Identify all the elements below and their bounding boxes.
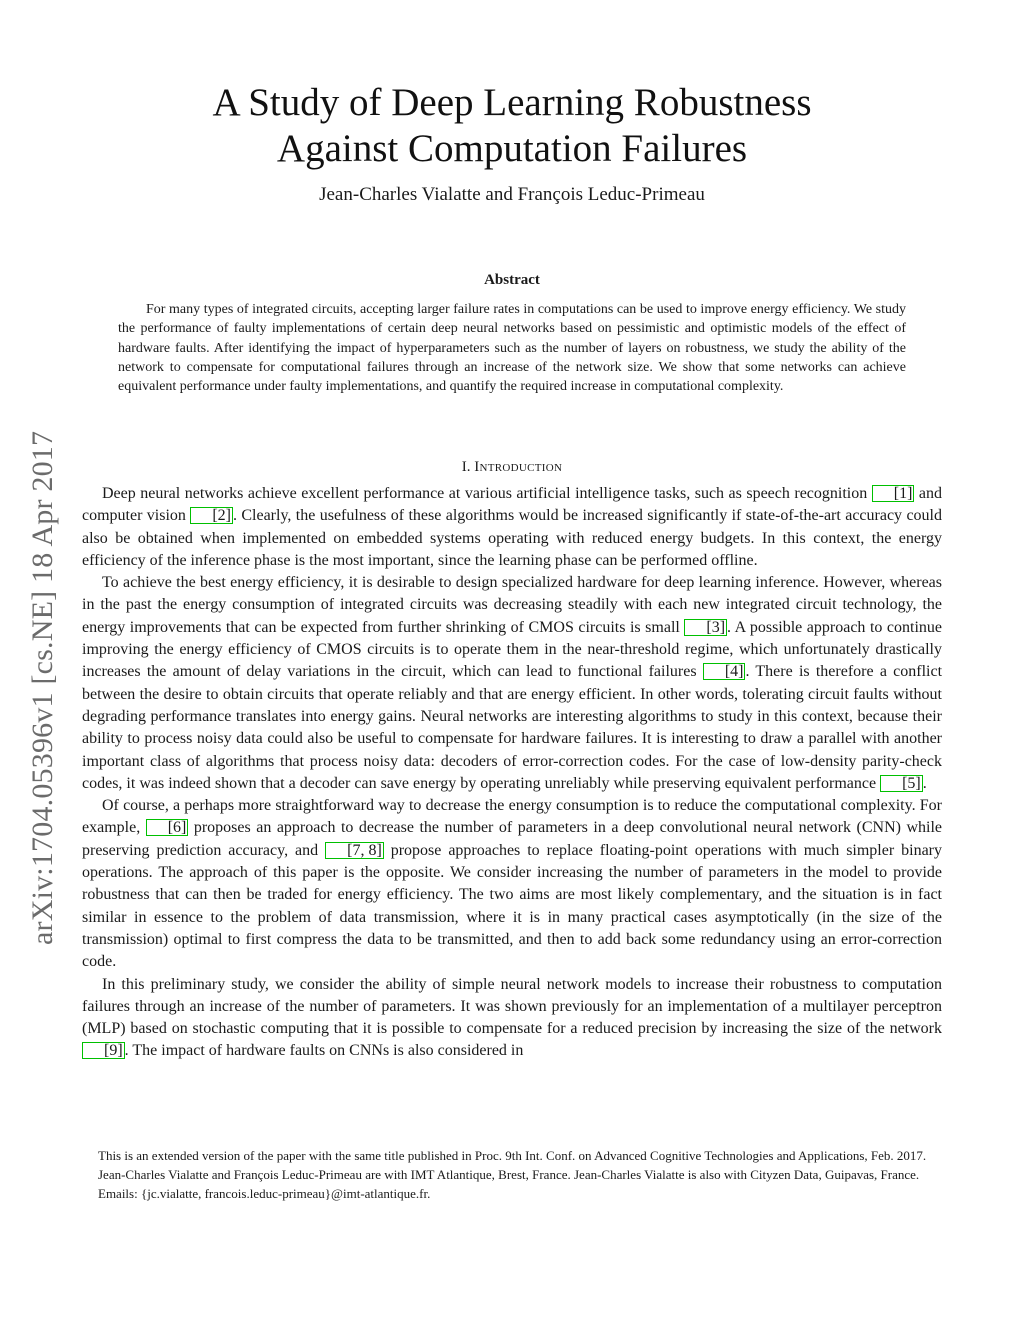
citation-link[interactable]: [1] (872, 485, 915, 502)
paragraph-3 (82, 795, 942, 973)
section-heading (82, 457, 942, 477)
paragraph-2 (82, 572, 942, 795)
footnote-2: Jean-Charles Vialatte and François Leduc-Primeau are with IMT Atlantique, Brest, France. Jean-Charles Vialatte is also with Cityzen Data, Guipavas, France. (98, 1167, 920, 1182)
section-title: Introduction (474, 459, 563, 475)
footnote-3: Emails: {jc.vialatte, francois.leduc-primeau}@imt-atlantique.fr. (98, 1186, 431, 1201)
author-list: Jean-Charles Vialatte and François Leduc-Primeau (319, 184, 705, 205)
footnote-1: This is an extended version of the paper with the same title published in Proc. 9th Int. Conf. on Advanced Cognitive Technologies and Applications, Feb. 2017. (98, 1148, 927, 1163)
citation-link[interactable]: [2] (190, 507, 233, 524)
title-line-2: Against Computation Failures (276, 127, 748, 170)
introduction-body (82, 483, 942, 1063)
footnotes (82, 1147, 942, 1204)
paragraph-text: propose approaches to replace floating-point operations with much simpler binary operations. The approach of this paper is the opposite. We consider increasing the number of parameters in the model to provide robustness that can then be traded for energy efficiency. The two aims are most likely complementary, and the situation is in fact similar in essence to the problem of data transmission, where it is in many practical cases asymptotically (in the size of the transmission) optimal to first compress the data to be transmitted, and then to add back some redundancy using an error-correction code. (82, 841, 943, 971)
paragraph-text: . There is therefore a conflict between the desire to obtain circuits that operate reliably and that are energy efficient. In other words, tolerating circuit faults without degrading performance translates into energy gains. Neural networks are interesting algorithms to study in this context, because their ability to process noisy data could also be useful to compensate for hardware failures. It is interesting to draw a parallel with another important class of algorithms that process noisy data: decoders of error-correction codes. For the case of low-density parity-check codes, it was indeed shown that a decoder can save energy by operating unreliably while preserving equivalent performance (82, 663, 943, 792)
citation-link[interactable]: [9] (82, 1042, 125, 1059)
paragraph-text: . A possible approach to continue improving the energy efficiency of CMOS circuits is to operate them in the near-threshold regime, which unfortunately drastically increases the amount of delay variations in the circuit, which can lead to functional failures (82, 618, 943, 681)
paragraph-text: . The impact of hardware faults on CNNs is also considered in (124, 1042, 524, 1060)
title-line-1: A Study of Deep Learning Robustness (212, 81, 812, 124)
citation-link[interactable]: [3] (684, 619, 727, 636)
paragraph-text: Of course, a perhaps more straightforward way to decrease the energy consumption is to reduce the computational complexity. For example, (82, 797, 942, 837)
citation-link[interactable]: [5] (880, 775, 923, 792)
section-number: I. (461, 459, 475, 475)
paragraph-1 (82, 483, 942, 572)
citation-link[interactable]: [7, 8] (325, 842, 384, 859)
paragraph-text: . (922, 774, 927, 792)
paragraph-4 (82, 974, 942, 1063)
paragraph-text: Deep neural networks achieve excellent performance at various artificial intelligence tasks, such as speech recognition (102, 485, 872, 502)
abstract-heading: Abstract (484, 272, 540, 288)
paragraph-text: To achieve the best energy efficiency, it is desirable to design specialized hardware for deep learning inference. However, whereas in the past the energy consumption of integrated circuits was decreasing steadily with each new integrated circuit technology, the energy improvements that can be expected from further shrinking of CMOS circuits is small (82, 574, 942, 636)
abstract-text: For many types of integrated circuits, accepting larger failure rates in computations can be used to improve energy efficiency. We study the performance of faulty implementations of certain deep neural networks based on pessimistic and optimistic models of the effect of hardware faults. After identifying the impact of hyperparameters such as the number of layers on robustness, we study the ability of the network to compensate for computational failures through an increase of the network size. We show that some networks can achieve equivalent performance under faulty implementations, and quantify the required increase in computational complexity. (118, 302, 906, 395)
paragraph-text: proposes an approach to decrease the number of parameters in a deep convolutional neural network (CNN) while preserving prediction accuracy, and (82, 819, 942, 859)
paragraph-text: and computer vision (82, 485, 943, 525)
citation-link[interactable]: [4] (703, 663, 746, 680)
citation-link[interactable]: [6] (146, 819, 189, 836)
paragraph-text: In this preliminary study, we consider the ability of simple neural network models to increase their robustness to computation failures through an increase of the number of parameters. It was shown previously for an implementation of a multilayer perceptron (MLP) based on stochastic computing that it is possible to compensate for a reduced precision by increasing the size of the network (82, 975, 942, 1038)
arxiv-identifier: arXiv:1704.05396v1 [cs.NE] 18 Apr 2017 (26, 430, 59, 945)
arxiv-side-stamp (18, 350, 78, 950)
paragraph-text: . Clearly, the usefulness of these algorithms would be increased significantly if state-of-the-art accuracy could also be obtained when implemented on embedded systems operating with reduced energy budgets. In this context, the energy efficiency of the inference phase is the most important, since the learning phase can be performed offline. (82, 507, 942, 569)
paper-title (82, 80, 942, 172)
